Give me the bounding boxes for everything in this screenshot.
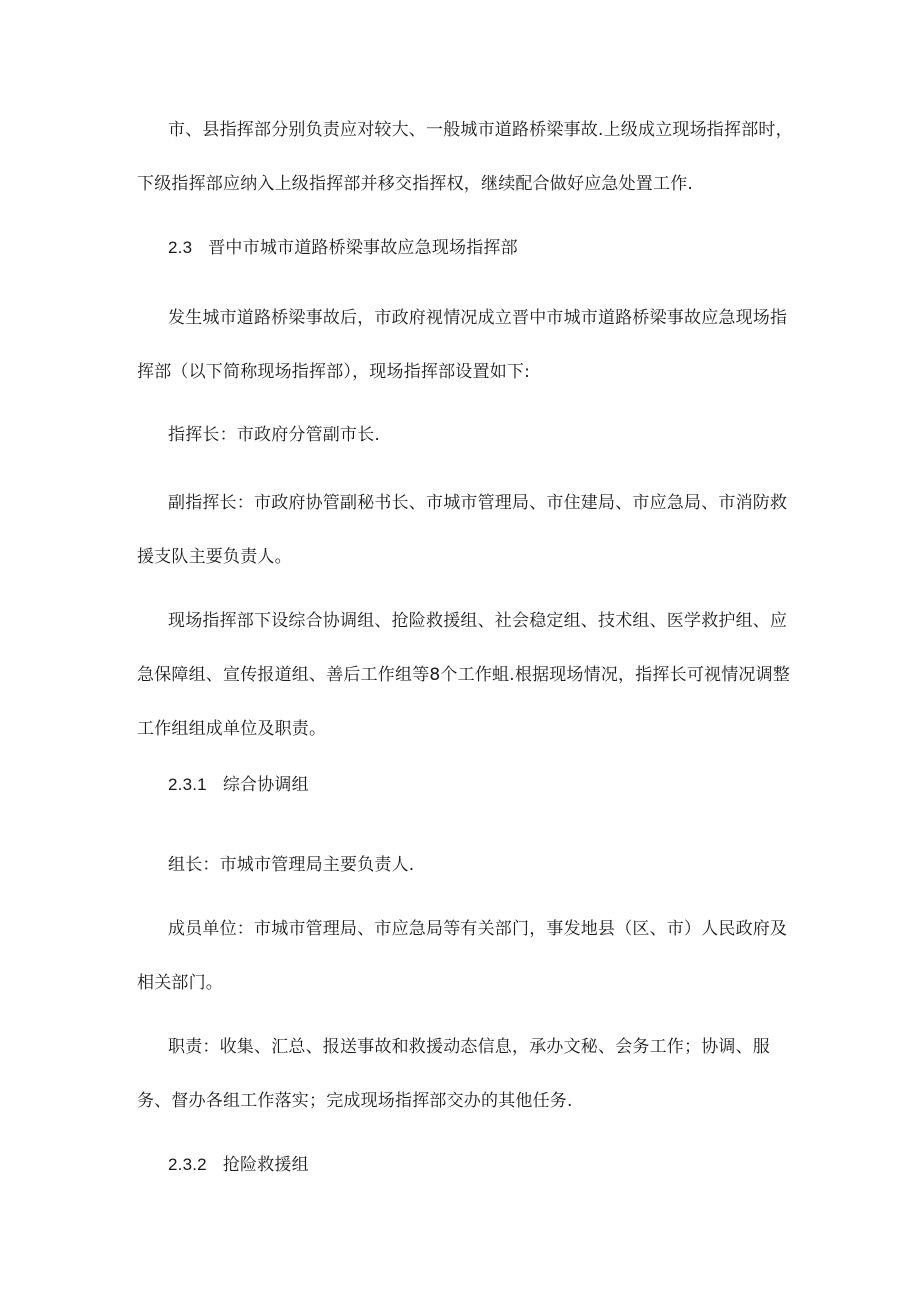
text-line: 成员单位：市城市管理局、市应急局等有关部门，事发地县（区、市）人民政府及 [168, 919, 788, 939]
text-line: 挥部（以下简称现场指挥部），现场指挥部设置如下: [137, 362, 531, 382]
section-number: 2.3 [168, 238, 193, 257]
text-line: 副指挥长：市政府协管副秘书长、市城市管理局、市住建局、市应急局、市消防救 [168, 493, 788, 513]
paragraph-working-groups [137, 608, 791, 742]
paragraph-command-levels [137, 117, 793, 197]
section-number: 2.3.1 [168, 775, 207, 794]
text-line: 下级指挥部应纳入上级指挥部并移交指挥权，继续配合做好应急处置工作. [137, 174, 694, 194]
text-line: 援支队主要负责人。 [137, 547, 292, 567]
text-line: 职责：收集、汇总、报送事故和救援动态信息，承办文秘、会务工作；协调、服 [168, 1037, 770, 1057]
text-line: 发生城市道路桥梁事故后，市政府视情况成立晋中市城市道路桥梁事故应急现场指 [168, 308, 788, 328]
section-title: 抢险救援组 [222, 1155, 309, 1175]
section-heading-2-3-1 [137, 772, 787, 798]
text-line: 务、督办各组工作落实；完成现场指挥部交办的其他任务. [137, 1091, 573, 1111]
section-heading-2-3 [137, 235, 787, 261]
text-line: 现场指挥部下设综合协调组、抢险救援组、社会稳定组、技术组、医学救护组、应 [168, 611, 788, 631]
text-line: 组长：市城市管理局主要负责人. [168, 855, 415, 875]
paragraph-member-units [137, 916, 787, 996]
text-line: 相关部门。 [137, 973, 223, 993]
section-title: 综合协调组 [222, 775, 309, 795]
text-line: 急保障组、宣传报道组、善后工作组等8个工作蛆.根据现场情况，指挥长可视情况调整 [137, 665, 791, 685]
text-line: 工作组组成单位及职责。 [137, 719, 327, 739]
text-line: 市、县指挥部分别负责应对较大、一般城市道路桥梁事故.上级成立现场指挥部时， [168, 120, 793, 140]
paragraph-responsibilities [137, 1034, 787, 1114]
paragraph-deputy-commander [137, 490, 787, 570]
section-number: 2.3.2 [168, 1155, 207, 1174]
text-line: 指挥长：市政府分管副市长. [168, 425, 381, 445]
paragraph-group-leader [137, 852, 787, 878]
section-title: 晋中市城市道路桥梁事故应急现场指挥部 [208, 238, 518, 258]
paragraph-commander [137, 422, 787, 448]
section-heading-2-3-2 [137, 1152, 787, 1178]
paragraph-field-command-setup [137, 305, 787, 385]
